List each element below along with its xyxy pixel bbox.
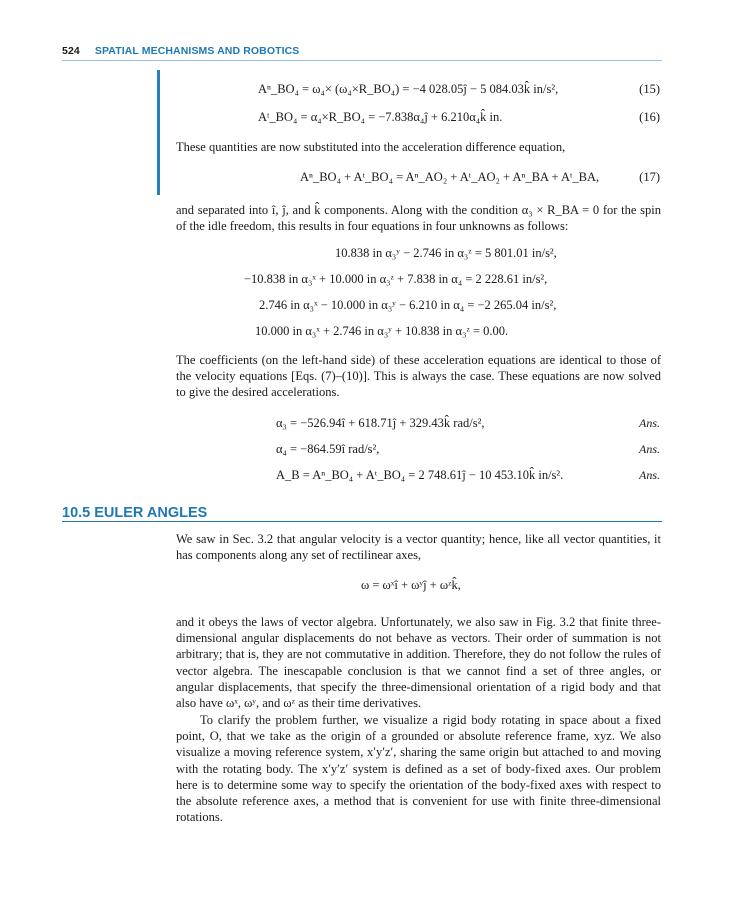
section-rule bbox=[62, 521, 662, 522]
system-equation-2: −10.838 in α₃ˣ + 10.000 in α₃ᶻ + 7.838 in α₄ = 2 228.61 in/s², bbox=[244, 272, 548, 286]
equation-17: Aⁿ_BO₄ + Aᵗ_BO₄ = Aⁿ_AO₂ + Aᵗ_AO₂ + Aⁿ_BA + Aᵗ_BA, bbox=[300, 170, 600, 184]
system-equation-4: 10.000 in α₃ˣ + 2.746 in α₃ʸ + 10.838 in α₃ᶻ = 0.00. bbox=[255, 324, 509, 338]
section-title: 10.5 EULER ANGLES bbox=[62, 505, 208, 521]
answer-alpha4: α₄ = −864.59î rad/s², bbox=[276, 442, 380, 456]
running-head bbox=[62, 45, 299, 57]
equation-15: Aⁿ_BO₄ = ω₄× (ω₄×R_BO₄) = −4 028.05ĵ − 5 084.03k̂ in/s², bbox=[258, 82, 559, 96]
equation-16: Aᵗ_BO₄ = α₄×R_BO₄ = −7.838α₄ĵ + 6.210α₄k̂ in. bbox=[258, 110, 503, 124]
paragraph-angular-velocity: We saw in Sec. 3.2 that angular velocity is a vector quantity; hence, like all vector quantities, it has components along any set of rectilinear axes, bbox=[176, 532, 661, 563]
equation-number-17: (17) bbox=[639, 170, 660, 184]
system-equation-1: 10.838 in α₃ʸ − 2.746 in α₃ᶻ = 5 801.01 in/s², bbox=[335, 246, 557, 260]
paragraph-coefficients: The coefficients (on the left-hand side) of these acceleration equations are identical to those of the velocity equations [Eqs. (7)–(10)]. This is always the case. These equations are now solved to give the desired accelerations. bbox=[176, 353, 661, 400]
header-rule bbox=[62, 60, 662, 61]
paragraph-components: and separated into î, ĵ, and k̂ components. Along with the condition α₃ × R_BA = 0 for the spin of the idle freedom, this results in four equations in four unknowns as follows: bbox=[176, 203, 661, 234]
equation-omega: ω = ωˣî + ωʸĵ + ωᶻk̂, bbox=[361, 578, 461, 592]
paragraph-rigid-body: To clarify the problem further, we visualize a rigid body rotating in space about a fixed point, O, that we take as the origin of a grounded or absolute reference frame, xyz. We also visualize a moving reference system, x′y′z′, sharing the same origin but attached to and moving with the rotating body. The x′y′z′ system is defined as a set of body-fixed axes. Our problem here is to determine some way to specify the orientation of the body-fixed axes with respect to the absolute reference axes, a method that is convenient for use with finite three-dimensional rotations. bbox=[176, 713, 661, 825]
answer-label-1: Ans. bbox=[639, 416, 660, 430]
margin-rule bbox=[157, 70, 160, 195]
answer-alpha3: α₃ = −526.94î + 618.71ĵ + 329.43k̂ rad/s², bbox=[276, 416, 485, 430]
answer-AB: A_B = Aⁿ_BO₄ + Aᵗ_BO₄ = 2 748.61ĵ − 10 453.10k̂ in/s². bbox=[276, 468, 564, 482]
system-equation-3: 2.746 in α₃ˣ − 10.000 in α₃ʸ − 6.210 in α₄ = −2 265.04 in/s², bbox=[259, 298, 557, 312]
running-title: SPATIAL MECHANISMS AND ROBOTICS bbox=[94, 45, 300, 57]
paragraph-substitution: These quantities are now substituted into the acceleration difference equation, bbox=[176, 140, 566, 154]
paragraph-vector-algebra: and it obeys the laws of vector algebra. Unfortunately, we also saw in Fig. 3.2 that finite three-dimensional angular displacements do not behave as vectors. Their order of summation is not arbitrary; that is, they are not commutative in addition. Therefore, they do not follow the rules of vector algebra. The inescapable conclusion is that we cannot find a set of three angles, or angular displacements, that specify the three-dimensional orientation of a rigid body and that also have ωˣ, ωʸ, and ωᶻ as their time derivatives. bbox=[176, 615, 661, 711]
page-number: 524 bbox=[62, 45, 80, 57]
answer-label-2: Ans. bbox=[639, 442, 660, 456]
answer-label-3: Ans. bbox=[639, 468, 660, 482]
equation-number-16: (16) bbox=[639, 110, 660, 124]
equation-number-15: (15) bbox=[639, 82, 660, 96]
